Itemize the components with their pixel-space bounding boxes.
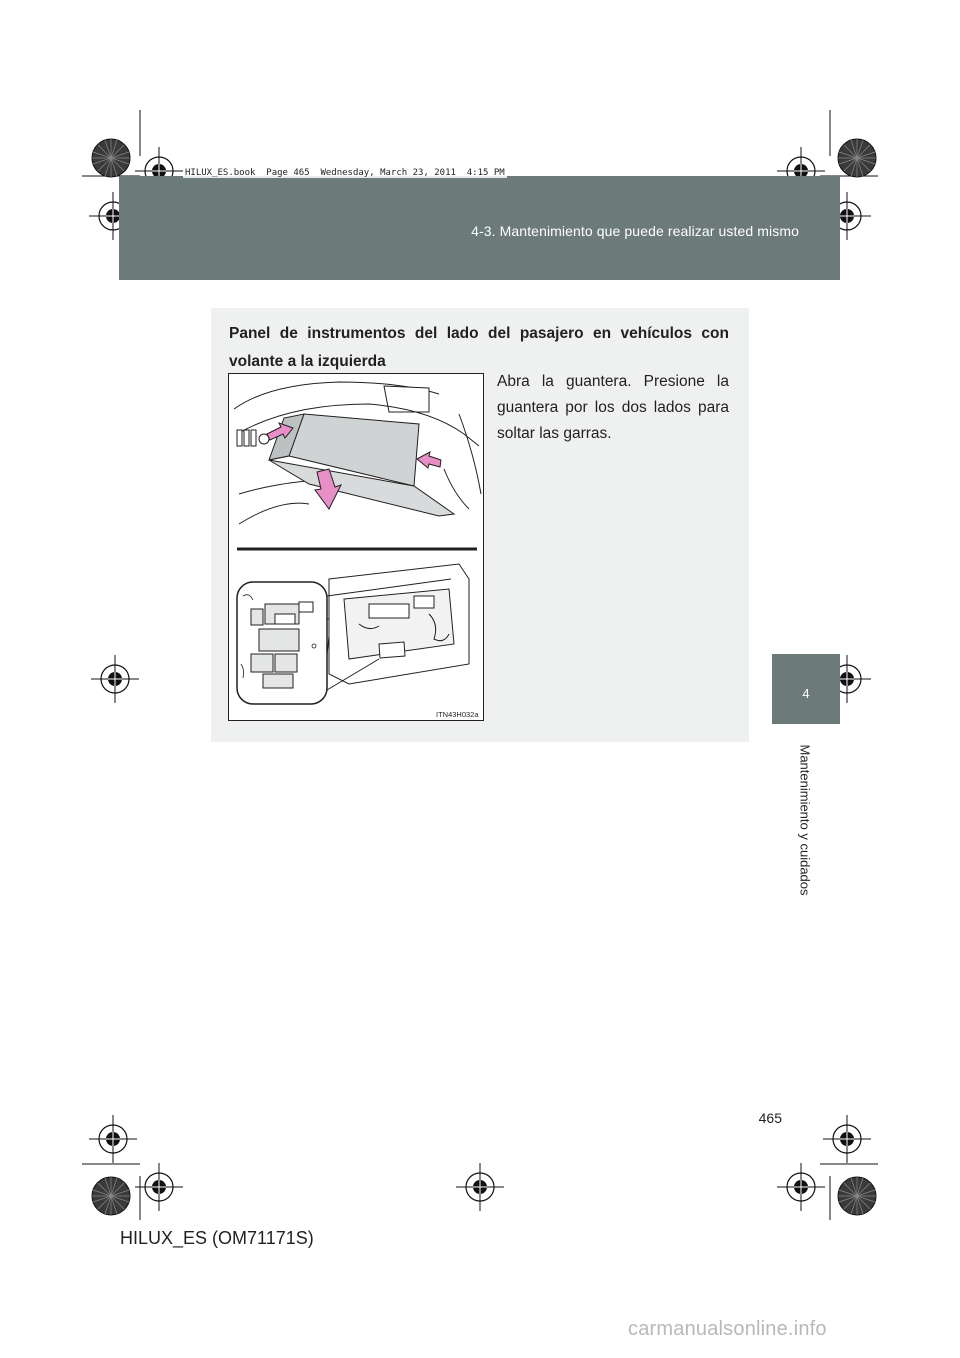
content-body: Abra la guantera. Presione la guantera por los dos lados para soltar las garras. [497,373,729,442]
glovebox-illustration [228,373,484,721]
section-title: 4-3. Mantenimiento que puede realizar usted mismo [471,223,799,239]
footer-model: HILUX_ES (OM71171S) [120,1228,314,1248]
chapter-number: 4 [802,686,810,701]
print-stamp: HILUX_ES.book Page 465 Wednesday, March 23, 2011 4:15 PM [185,168,505,178]
content-title: Panel de instrumentos del lado del pasajero en vehículos con volante a la izquierda [229,325,729,370]
illustration-code: ITN43H032a [436,710,479,719]
chapter-label-container [795,730,815,910]
page-number: 465 [758,1110,782,1126]
watermark: carmanualsonline.info [628,1318,827,1340]
chapter-label: Mantenimiento y cuidados [797,744,813,896]
